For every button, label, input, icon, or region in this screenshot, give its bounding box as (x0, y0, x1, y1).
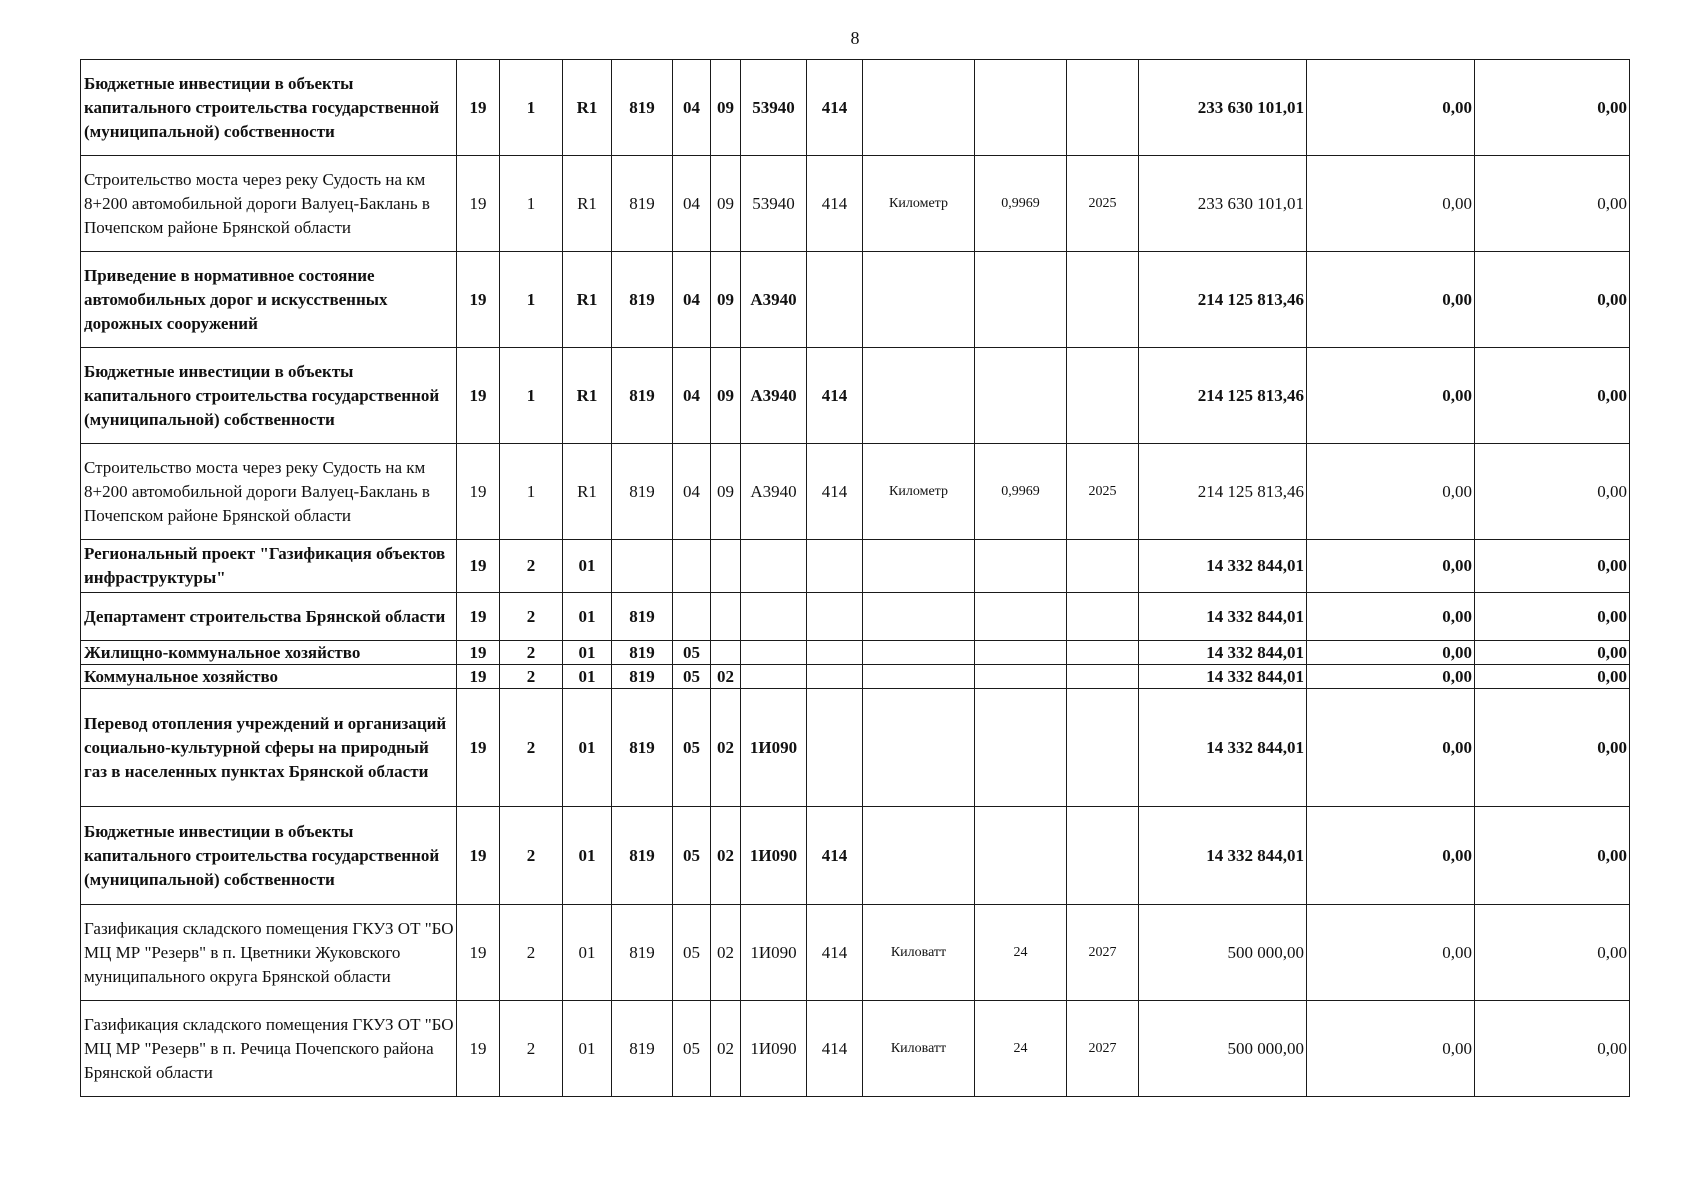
unit-cell: Километр (863, 156, 975, 252)
program-code-cell: 19 (457, 60, 500, 156)
subsection-code-cell: 02 (711, 689, 741, 807)
capacity-cell: 0,9969 (975, 444, 1067, 540)
project-code-cell: 01 (563, 689, 612, 807)
ministry-code-cell: 819 (612, 1001, 673, 1097)
program-code-cell: 19 (457, 905, 500, 1001)
project-code-cell: R1 (563, 252, 612, 348)
expense-type-cell (807, 540, 863, 593)
year-cell: 2025 (1067, 156, 1139, 252)
subsection-code-cell: 02 (711, 905, 741, 1001)
subprogram-code-cell: 2 (500, 905, 563, 1001)
table-row (81, 665, 1630, 689)
page-number: 8 (850, 28, 860, 48)
capacity-cell: 0,9969 (975, 156, 1067, 252)
section-code-cell (673, 540, 711, 593)
table-row (81, 444, 1630, 540)
row-name-cell: Региональный проект "Газификация объектов инфраструктуры" (81, 540, 457, 593)
row-name-cell: Газификация складского помещения ГКУЗ ОТ "БО МЦ МР "Резерв" в п. Речица Почепского района Брянской области (81, 1001, 457, 1097)
subsection-code-cell: 02 (711, 807, 741, 905)
capacity-cell: 24 (975, 905, 1067, 1001)
section-code-cell: 04 (673, 156, 711, 252)
year-cell (1067, 252, 1139, 348)
amount-year2-cell: 0,00 (1307, 1001, 1475, 1097)
project-code-cell: R1 (563, 156, 612, 252)
target-article-cell (741, 593, 807, 641)
target-article-cell: 1И090 (741, 905, 807, 1001)
row-name-cell: Департамент строительства Брянской области (81, 593, 457, 641)
program-code-cell: 19 (457, 641, 500, 665)
expense-type-cell: 414 (807, 444, 863, 540)
expense-type-cell (807, 593, 863, 641)
program-code-cell: 19 (457, 444, 500, 540)
project-code-cell: R1 (563, 444, 612, 540)
expense-type-cell: 414 (807, 60, 863, 156)
amount-year2-cell: 0,00 (1307, 689, 1475, 807)
amount-year2-cell: 0,00 (1307, 593, 1475, 641)
target-article-cell: А3940 (741, 348, 807, 444)
unit-cell (863, 689, 975, 807)
section-code-cell: 04 (673, 444, 711, 540)
target-article-cell: А3940 (741, 252, 807, 348)
amount-year1-cell: 14 332 844,01 (1139, 540, 1307, 593)
subprogram-code-cell: 2 (500, 593, 563, 641)
ministry-code-cell: 819 (612, 641, 673, 665)
subprogram-code-cell: 1 (500, 156, 563, 252)
budget-table (80, 59, 1630, 1097)
section-code-cell: 05 (673, 807, 711, 905)
expense-type-cell (807, 665, 863, 689)
amount-year3-cell: 0,00 (1475, 348, 1630, 444)
ministry-code-cell: 819 (612, 156, 673, 252)
year-cell (1067, 593, 1139, 641)
section-code-cell (673, 593, 711, 641)
year-cell (1067, 665, 1139, 689)
table-row (81, 905, 1630, 1001)
program-code-cell: 19 (457, 156, 500, 252)
amount-year3-cell: 0,00 (1475, 1001, 1630, 1097)
amount-year1-cell: 14 332 844,01 (1139, 665, 1307, 689)
unit-cell (863, 641, 975, 665)
row-name-cell: Приведение в нормативное состояние автомобильных дорог и искусственных дорожных сооружений (81, 252, 457, 348)
capacity-cell (975, 348, 1067, 444)
amount-year3-cell: 0,00 (1475, 905, 1630, 1001)
year-cell (1067, 348, 1139, 444)
amount-year3-cell: 0,00 (1475, 252, 1630, 348)
table-row (81, 807, 1630, 905)
unit-cell (863, 665, 975, 689)
section-code-cell: 05 (673, 641, 711, 665)
unit-cell: Киловатт (863, 1001, 975, 1097)
amount-year3-cell: 0,00 (1475, 807, 1630, 905)
subsection-code-cell: 02 (711, 1001, 741, 1097)
row-name-cell: Газификация складского помещения ГКУЗ ОТ "БО МЦ МР "Резерв" в п. Цветники Жуковского муниципального округа Брянской области (81, 905, 457, 1001)
amount-year2-cell: 0,00 (1307, 156, 1475, 252)
target-article-cell (741, 665, 807, 689)
subprogram-code-cell: 2 (500, 665, 563, 689)
section-code-cell: 04 (673, 252, 711, 348)
year-cell (1067, 689, 1139, 807)
subsection-code-cell: 09 (711, 156, 741, 252)
amount-year3-cell: 0,00 (1475, 156, 1630, 252)
subprogram-code-cell: 2 (500, 807, 563, 905)
capacity-cell (975, 252, 1067, 348)
unit-cell (863, 252, 975, 348)
amount-year1-cell: 14 332 844,01 (1139, 689, 1307, 807)
ministry-code-cell: 819 (612, 689, 673, 807)
capacity-cell (975, 641, 1067, 665)
ministry-code-cell: 819 (612, 905, 673, 1001)
target-article-cell: А3940 (741, 444, 807, 540)
row-name-cell: Бюджетные инвестиции в объекты капитального строительства государственной (муниципальной) собственности (81, 348, 457, 444)
program-code-cell: 19 (457, 689, 500, 807)
table-row (81, 689, 1630, 807)
amount-year1-cell: 233 630 101,01 (1139, 60, 1307, 156)
target-article-cell: 53940 (741, 156, 807, 252)
capacity-cell: 24 (975, 1001, 1067, 1097)
amount-year3-cell: 0,00 (1475, 689, 1630, 807)
capacity-cell (975, 60, 1067, 156)
target-article-cell: 1И090 (741, 807, 807, 905)
subsection-code-cell: 09 (711, 348, 741, 444)
expense-type-cell (807, 641, 863, 665)
year-cell: 2027 (1067, 1001, 1139, 1097)
row-name-cell: Бюджетные инвестиции в объекты капитального строительства государственной (муниципальной) собственности (81, 807, 457, 905)
section-code-cell: 05 (673, 689, 711, 807)
project-code-cell: R1 (563, 60, 612, 156)
year-cell: 2027 (1067, 905, 1139, 1001)
expense-type-cell: 414 (807, 905, 863, 1001)
capacity-cell (975, 807, 1067, 905)
project-code-cell: 01 (563, 593, 612, 641)
project-code-cell: 01 (563, 807, 612, 905)
project-code-cell: 01 (563, 665, 612, 689)
section-code-cell: 05 (673, 905, 711, 1001)
ministry-code-cell: 819 (612, 593, 673, 641)
row-name-cell: Жилищно-коммунальное хозяйство (81, 641, 457, 665)
amount-year3-cell: 0,00 (1475, 60, 1630, 156)
expense-type-cell (807, 252, 863, 348)
capacity-cell (975, 593, 1067, 641)
row-name-cell: Бюджетные инвестиции в объекты капитального строительства государственной (муниципальной) собственности (81, 60, 457, 156)
expense-type-cell (807, 689, 863, 807)
subprogram-code-cell: 1 (500, 444, 563, 540)
ministry-code-cell: 819 (612, 444, 673, 540)
table-row (81, 156, 1630, 252)
amount-year3-cell: 0,00 (1475, 593, 1630, 641)
subsection-code-cell (711, 641, 741, 665)
capacity-cell (975, 540, 1067, 593)
unit-cell (863, 348, 975, 444)
year-cell (1067, 60, 1139, 156)
subsection-code-cell (711, 540, 741, 593)
table-row (81, 540, 1630, 593)
unit-cell (863, 807, 975, 905)
amount-year1-cell: 233 630 101,01 (1139, 156, 1307, 252)
amount-year3-cell: 0,00 (1475, 540, 1630, 593)
capacity-cell (975, 665, 1067, 689)
project-code-cell: 01 (563, 540, 612, 593)
program-code-cell: 19 (457, 540, 500, 593)
unit-cell (863, 593, 975, 641)
subprogram-code-cell: 1 (500, 348, 563, 444)
amount-year2-cell: 0,00 (1307, 807, 1475, 905)
year-cell: 2025 (1067, 444, 1139, 540)
year-cell (1067, 540, 1139, 593)
expense-type-cell: 414 (807, 156, 863, 252)
unit-cell (863, 540, 975, 593)
table-row (81, 60, 1630, 156)
project-code-cell: 01 (563, 905, 612, 1001)
amount-year1-cell: 500 000,00 (1139, 905, 1307, 1001)
program-code-cell: 19 (457, 252, 500, 348)
amount-year1-cell: 14 332 844,01 (1139, 593, 1307, 641)
unit-cell: Киловатт (863, 905, 975, 1001)
expense-type-cell: 414 (807, 1001, 863, 1097)
section-code-cell: 05 (673, 665, 711, 689)
target-article-cell: 1И090 (741, 689, 807, 807)
program-code-cell: 19 (457, 665, 500, 689)
subsection-code-cell: 09 (711, 252, 741, 348)
subsection-code-cell: 09 (711, 444, 741, 540)
row-name-cell: Строительство моста через реку Судость на км 8+200 автомобильной дороги Валуец-Баклань в Почепском районе Брянской области (81, 444, 457, 540)
year-cell (1067, 641, 1139, 665)
amount-year2-cell: 0,00 (1307, 252, 1475, 348)
section-code-cell: 04 (673, 60, 711, 156)
program-code-cell: 19 (457, 593, 500, 641)
target-article-cell: 53940 (741, 60, 807, 156)
amount-year2-cell: 0,00 (1307, 641, 1475, 665)
project-code-cell: 01 (563, 1001, 612, 1097)
ministry-code-cell: 819 (612, 807, 673, 905)
amount-year1-cell: 14 332 844,01 (1139, 807, 1307, 905)
ministry-code-cell: 819 (612, 60, 673, 156)
amount-year2-cell: 0,00 (1307, 60, 1475, 156)
amount-year1-cell: 214 125 813,46 (1139, 444, 1307, 540)
subsection-code-cell: 02 (711, 665, 741, 689)
year-cell (1067, 807, 1139, 905)
program-code-cell: 19 (457, 348, 500, 444)
table-row (81, 348, 1630, 444)
amount-year2-cell: 0,00 (1307, 905, 1475, 1001)
amount-year1-cell: 500 000,00 (1139, 1001, 1307, 1097)
target-article-cell (741, 540, 807, 593)
ministry-code-cell (612, 540, 673, 593)
table-row (81, 641, 1630, 665)
amount-year3-cell: 0,00 (1475, 665, 1630, 689)
table-row (81, 1001, 1630, 1097)
table-row (81, 252, 1630, 348)
amount-year2-cell: 0,00 (1307, 540, 1475, 593)
expense-type-cell: 414 (807, 348, 863, 444)
project-code-cell: R1 (563, 348, 612, 444)
row-name-cell: Перевод отопления учреждений и организаций социально-культурной сферы на природный газ в населенных пунктах Брянской области (81, 689, 457, 807)
row-name-cell: Строительство моста через реку Судость на км 8+200 автомобильной дороги Валуец-Баклань в Почепском районе Брянской области (81, 156, 457, 252)
unit-cell (863, 60, 975, 156)
amount-year1-cell: 214 125 813,46 (1139, 252, 1307, 348)
table-row (81, 593, 1630, 641)
amount-year2-cell: 0,00 (1307, 348, 1475, 444)
row-name-cell: Коммунальное хозяйство (81, 665, 457, 689)
target-article-cell: 1И090 (741, 1001, 807, 1097)
program-code-cell: 19 (457, 1001, 500, 1097)
section-code-cell: 04 (673, 348, 711, 444)
amount-year1-cell: 14 332 844,01 (1139, 641, 1307, 665)
capacity-cell (975, 689, 1067, 807)
target-article-cell (741, 641, 807, 665)
ministry-code-cell: 819 (612, 348, 673, 444)
amount-year2-cell: 0,00 (1307, 444, 1475, 540)
subsection-code-cell: 09 (711, 60, 741, 156)
amount-year3-cell: 0,00 (1475, 444, 1630, 540)
project-code-cell: 01 (563, 641, 612, 665)
subprogram-code-cell: 2 (500, 641, 563, 665)
subprogram-code-cell: 2 (500, 540, 563, 593)
unit-cell: Километр (863, 444, 975, 540)
amount-year3-cell: 0,00 (1475, 641, 1630, 665)
expense-type-cell: 414 (807, 807, 863, 905)
subprogram-code-cell: 1 (500, 60, 563, 156)
subsection-code-cell (711, 593, 741, 641)
ministry-code-cell: 819 (612, 252, 673, 348)
subprogram-code-cell: 2 (500, 689, 563, 807)
section-code-cell: 05 (673, 1001, 711, 1097)
program-code-cell: 19 (457, 807, 500, 905)
amount-year1-cell: 214 125 813,46 (1139, 348, 1307, 444)
amount-year2-cell: 0,00 (1307, 665, 1475, 689)
subprogram-code-cell: 1 (500, 252, 563, 348)
ministry-code-cell: 819 (612, 665, 673, 689)
subprogram-code-cell: 2 (500, 1001, 563, 1097)
